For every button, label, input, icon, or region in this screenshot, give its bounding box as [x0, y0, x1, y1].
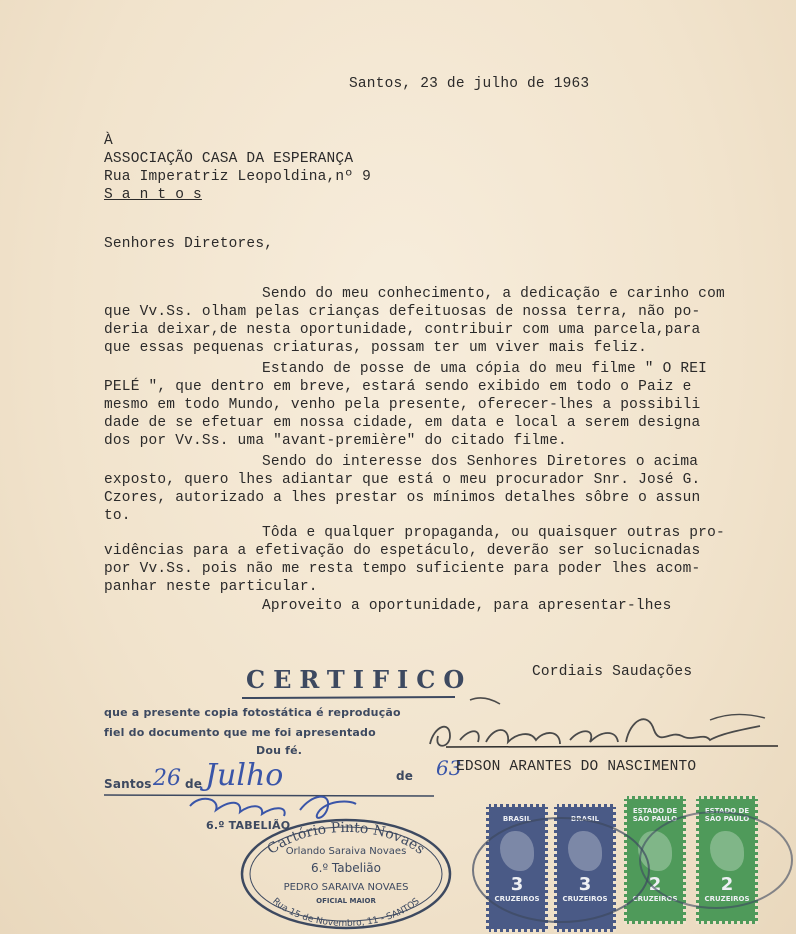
seal-officer: PEDRO SARAIVA NOVAES	[283, 882, 409, 893]
body-line: exposto, quero lhes adiantar que está o meu procurador Snr. José G.	[104, 472, 701, 488]
date-line: Santos, 23 de julho de 1963	[349, 76, 590, 92]
body-line: panhar neste particular.	[104, 579, 318, 595]
certificate-date-prefix: Santos	[104, 777, 152, 791]
recipient-city: S a n t o s	[104, 187, 202, 203]
stamp-value: 2	[648, 874, 662, 895]
certificate-de: de	[185, 777, 203, 791]
certificate-month: Julho	[205, 758, 284, 793]
certificate-line: Dou fé.	[256, 744, 303, 757]
notary-seal	[238, 814, 454, 932]
certificate-day: 26	[153, 766, 181, 791]
body-line: dade de se efetuar em nossa cidade, em data e local a serem designa	[104, 415, 701, 431]
stamp-country: ESTADO DE SÃO PAULO	[704, 807, 750, 823]
stamp-unit: CRUZEIROS	[562, 895, 608, 903]
seal-arc-bottom: Rua 15 de Novembro, 11 - SANTOS	[270, 896, 422, 930]
body-line: Sendo do interesse dos Senhores Diretores o acima	[262, 454, 699, 470]
certificate-de2: de	[396, 769, 414, 783]
stamp-value: 3	[578, 874, 592, 895]
body-line: to.	[104, 508, 131, 524]
body-line: vidências para a efetivação do espetáculo, deverão ser solucicnadas	[104, 543, 701, 559]
signature	[420, 690, 790, 760]
recipient-line: À	[104, 133, 113, 149]
body-line: por Vv.Ss. pois não me resta tempo suficiente para poder lhes acom-	[104, 561, 701, 577]
recipient-line: Rua Imperatriz Leopoldina,nº 9	[104, 169, 372, 185]
recipient-line: ASSOCIAÇÃO CASA DA ESPERANÇA	[104, 151, 354, 167]
stamp-cancellation	[466, 800, 796, 930]
body-line: PELÉ ", que dentro em breve, estará sendo exibido em todo o Paiz e	[104, 379, 692, 395]
body-line: Estando de posse de uma cópia do meu filme " O REI	[262, 361, 708, 377]
signer-name: EDSON ARANTES DO NASCIMENTO	[456, 759, 697, 775]
seal-role: OFICIAL MAIOR	[316, 897, 376, 905]
seal-office: 6.º Tabelião	[311, 861, 381, 875]
certificate-year-hand: 63	[436, 756, 462, 780]
certificate-title: CERTIFICO	[246, 665, 473, 694]
body-line: que essas pequenas criaturas, possam ter um viver mais feliz.	[104, 340, 647, 356]
salutation: Senhores Diretores,	[104, 236, 274, 252]
stamp-value: 3	[510, 874, 524, 895]
body-line: Aproveito a oportunidade, para apresentar-lhes	[262, 598, 672, 614]
seal-name: Orlando Saraiva Novaes	[285, 846, 407, 857]
body-line: Tôda e qualquer propaganda, ou quaisquer outras pro-	[262, 525, 725, 541]
body-line: dos por Vv.Ss. uma "avant-première" do citado filme.	[104, 433, 567, 449]
certificate-tabeliao: 6.º TABELIÃO	[206, 819, 291, 832]
certificate-line: fiel do documento que me foi apresentado	[104, 726, 376, 739]
stamp-country: ESTADO DE SÃO PAULO	[632, 807, 678, 823]
stamp-unit: CRUZEIROS	[704, 895, 750, 903]
body-line: Sendo do meu conhecimento, a dedicação e carinho com	[262, 286, 725, 302]
stamp-country: BRASIL	[570, 815, 600, 823]
stamp-country: BRASIL	[502, 815, 532, 823]
stamp-unit: CRUZEIROS	[632, 895, 678, 903]
certificate-line: que a presente copia fotostática é reprodução	[104, 706, 401, 719]
body-line: deria deixar,de nesta oportunidade, contribuir com uma parcela,para	[104, 322, 701, 338]
stamp-value: 2	[720, 874, 734, 895]
seal-arc-top: Cartório Pinto Novaes	[264, 819, 428, 858]
body-line: mesmo em todo Mundo, venho pela presente, oferecer-lhes a possibili	[104, 397, 701, 413]
stamp-unit: CRUZEIROS	[494, 895, 540, 903]
body-line: que Vv.Ss. olham pelas crianças defeituosas de nossa terra, não po-	[104, 304, 701, 320]
body-line: Czores, autorizado a lhes prestar os mínimos detalhes sôbre o assun	[104, 490, 701, 506]
closing: Cordiais Saudações	[532, 664, 693, 680]
